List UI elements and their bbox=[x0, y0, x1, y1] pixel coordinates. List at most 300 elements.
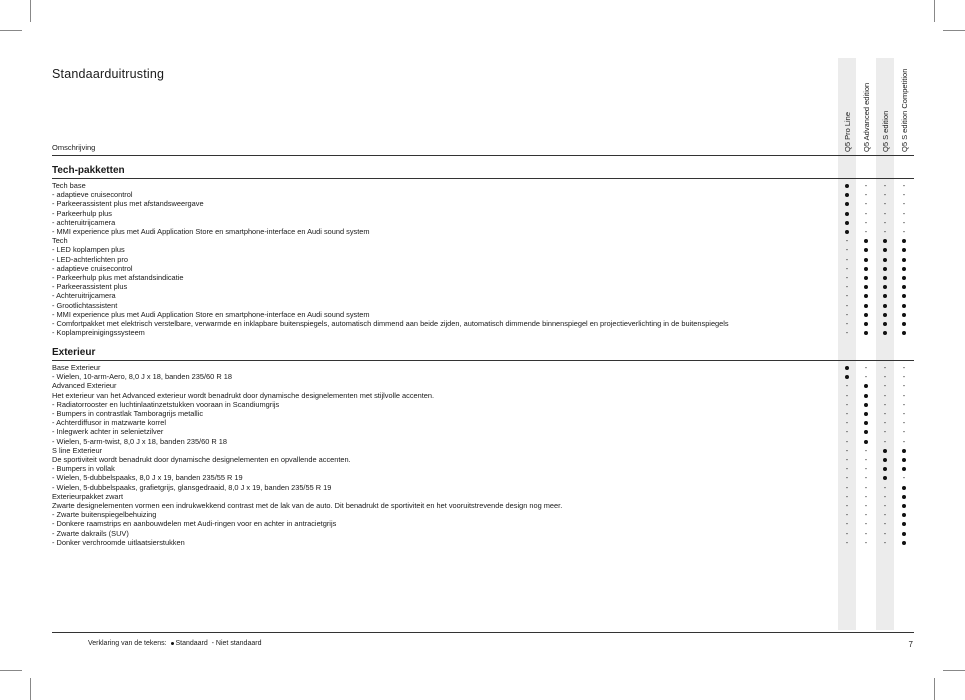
bullet-icon bbox=[864, 440, 868, 444]
row-label: Base Exterieur bbox=[52, 363, 101, 372]
page-number: 7 bbox=[908, 640, 913, 649]
standard-dot-icon bbox=[895, 538, 913, 547]
bullet-icon bbox=[902, 467, 906, 471]
bullet-icon bbox=[883, 458, 887, 462]
not-standard-mark: - bbox=[883, 372, 887, 382]
row-label: - Bumpers in contrastlak Tamboragrijs metallic bbox=[52, 409, 204, 418]
standard-dot-icon bbox=[857, 391, 875, 400]
not-standard-mark: - bbox=[902, 473, 906, 483]
not-standard-mark: - bbox=[883, 427, 887, 437]
standard-dot-icon bbox=[895, 236, 913, 245]
table-row bbox=[52, 273, 914, 282]
standard-dot-icon bbox=[857, 236, 875, 245]
bullet-icon bbox=[864, 313, 868, 317]
not-standard-mark: - bbox=[883, 491, 887, 501]
not-standard-mark: - bbox=[883, 181, 887, 190]
not-standard-mark: - bbox=[845, 300, 849, 310]
standard-dot-icon bbox=[876, 282, 894, 291]
standard-dot-icon bbox=[857, 273, 875, 282]
standard-dot-icon bbox=[895, 529, 913, 538]
standard-dot-icon bbox=[895, 310, 913, 319]
not-standard-mark: - bbox=[845, 291, 849, 301]
table-row bbox=[52, 255, 914, 264]
not-standard-mark: - bbox=[864, 455, 868, 464]
not-standard-mark: - bbox=[864, 510, 868, 520]
table-row bbox=[52, 538, 914, 547]
bullet-icon bbox=[845, 375, 849, 379]
not-standard-mark: - bbox=[864, 181, 868, 190]
standard-dot-icon bbox=[895, 519, 913, 528]
not-standard-mark: - bbox=[883, 217, 887, 227]
bullet-icon bbox=[883, 258, 887, 262]
not-standard-mark: - bbox=[864, 528, 868, 538]
table-row bbox=[52, 319, 914, 328]
bullet-icon bbox=[902, 258, 906, 262]
row-label: - MMI experience plus met Audi Application Store en smartphone-interface en Audi sound system bbox=[52, 227, 370, 236]
not-standard-mark: - bbox=[902, 409, 906, 418]
standard-dot-icon bbox=[895, 464, 913, 473]
crop-mark bbox=[934, 678, 935, 700]
standard-dot-icon bbox=[838, 199, 856, 208]
bullet-icon bbox=[902, 239, 906, 243]
standard-dot-icon bbox=[876, 301, 894, 310]
bullet-icon bbox=[902, 532, 906, 536]
bullet-icon bbox=[883, 313, 887, 317]
bullet-icon bbox=[883, 285, 887, 289]
crop-mark bbox=[934, 0, 935, 22]
standard-dot-icon bbox=[895, 291, 913, 300]
standard-dot-icon bbox=[876, 236, 894, 245]
standard-dot-icon bbox=[857, 328, 875, 337]
legend bbox=[88, 640, 261, 647]
row-label: - achteruitrijcamera bbox=[52, 217, 116, 227]
not-standard-mark: - bbox=[864, 227, 868, 236]
not-standard-mark: - bbox=[902, 208, 906, 218]
not-standard-mark: - bbox=[845, 273, 849, 282]
section-title: Tech-pakketten bbox=[52, 165, 125, 176]
not-standard-mark: - bbox=[845, 263, 849, 273]
row-label: - Wielen, 10-arm-Aero, 8,0 J x 18, banden 235/60 R 18 bbox=[52, 372, 232, 382]
bullet-icon bbox=[883, 322, 887, 326]
not-standard-mark: - bbox=[883, 390, 887, 400]
standard-dot-icon bbox=[895, 501, 913, 510]
not-standard-mark: - bbox=[883, 418, 887, 428]
not-standard-mark: - bbox=[883, 528, 887, 538]
not-standard-mark: - bbox=[845, 399, 849, 409]
table-row bbox=[52, 409, 914, 418]
standard-dot-icon bbox=[895, 455, 913, 464]
standard-dot-icon bbox=[876, 245, 894, 254]
not-standard-mark: - bbox=[902, 227, 906, 236]
column-header-s-edition-competition: Q5 S edition Competition bbox=[900, 68, 909, 152]
not-standard-mark: - bbox=[845, 418, 849, 428]
not-standard-mark: - bbox=[864, 217, 868, 227]
bullet-icon bbox=[902, 276, 906, 280]
standard-dot-icon bbox=[895, 492, 913, 501]
standard-dot-icon bbox=[876, 473, 894, 482]
table-row bbox=[52, 427, 914, 436]
standard-dot-icon bbox=[876, 264, 894, 273]
standard-dot-icon bbox=[857, 282, 875, 291]
not-standard-mark: - bbox=[883, 399, 887, 409]
crop-mark bbox=[0, 30, 22, 31]
table-row bbox=[52, 418, 914, 427]
not-standard-mark: - bbox=[845, 381, 849, 391]
section-title: Exterieur bbox=[52, 347, 96, 358]
legend-not-standard: - Niet standaard bbox=[211, 640, 262, 647]
standard-dot-icon bbox=[895, 264, 913, 273]
table-row bbox=[52, 464, 914, 473]
bullet-icon bbox=[864, 239, 868, 243]
standard-dot-icon bbox=[895, 301, 913, 310]
not-standard-mark: - bbox=[864, 208, 868, 218]
bullet-icon bbox=[845, 230, 849, 234]
row-label: - Parkeerhulp plus met afstandsindicatie bbox=[52, 273, 184, 282]
not-standard-mark: - bbox=[845, 464, 849, 474]
bullet-icon bbox=[883, 294, 887, 298]
bullet-icon bbox=[864, 394, 868, 398]
table-row bbox=[52, 245, 914, 254]
standard-dot-icon bbox=[876, 455, 894, 464]
row-label: - LED koplampen plus bbox=[52, 245, 125, 255]
not-standard-mark: - bbox=[845, 282, 849, 292]
table-row bbox=[52, 328, 914, 337]
not-standard-mark: - bbox=[883, 227, 887, 236]
row-label: - Zwarte buitenspiegelbehuizing bbox=[52, 510, 157, 520]
not-standard-mark: - bbox=[845, 482, 849, 492]
standard-dot-icon bbox=[895, 255, 913, 264]
table-row bbox=[52, 291, 914, 300]
bullet-icon bbox=[864, 421, 868, 425]
not-standard-mark: - bbox=[902, 190, 906, 200]
bullet-icon bbox=[845, 212, 849, 216]
table-row bbox=[52, 510, 914, 519]
row-label: - Radiatorrooster en luchtinlaatinzetstukken vooraan in Scandiumgrijs bbox=[52, 399, 280, 409]
table-row bbox=[52, 227, 914, 236]
bullet-icon bbox=[902, 522, 906, 526]
not-standard-mark: - bbox=[902, 181, 906, 190]
standard-dot-icon bbox=[895, 446, 913, 455]
standard-dot-icon bbox=[838, 181, 856, 190]
not-standard-mark: - bbox=[845, 390, 849, 400]
row-label: - Donker verchroomde uitlaatsierstukken bbox=[52, 537, 185, 547]
crop-mark bbox=[30, 0, 31, 22]
bullet-icon bbox=[883, 267, 887, 271]
bullet-icon bbox=[902, 267, 906, 271]
standard-dot-icon bbox=[857, 255, 875, 264]
row-label: - Donkere raamstrips en aanbouwdelen met Audi-ringen voor en achter in antracietgrijs bbox=[52, 519, 337, 529]
not-standard-mark: - bbox=[864, 519, 868, 529]
bullet-icon bbox=[902, 248, 906, 252]
not-standard-mark: - bbox=[883, 482, 887, 492]
table-row bbox=[52, 381, 914, 390]
bullet-icon bbox=[902, 294, 906, 298]
row-label: - adaptieve cruisecontrol bbox=[52, 263, 133, 273]
row-label: - Achterdiffusor in matzwarte korrel bbox=[52, 418, 167, 428]
bullet-icon bbox=[864, 412, 868, 416]
not-standard-mark: - bbox=[845, 319, 849, 328]
bullet-icon bbox=[902, 458, 906, 462]
bullet-icon bbox=[864, 430, 868, 434]
standard-dot-icon bbox=[857, 310, 875, 319]
standard-dot-icon bbox=[876, 255, 894, 264]
standard-dot-icon bbox=[857, 264, 875, 273]
not-standard-mark: - bbox=[883, 381, 887, 391]
standard-dot-icon bbox=[895, 483, 913, 492]
standard-dot-icon bbox=[876, 291, 894, 300]
not-standard-mark: - bbox=[902, 399, 906, 409]
row-label: - Wielen, 5-dubbelspaaks, grafietgrijs, glansgedraaid, 8,0 J x 19, banden 235/55 R 19 bbox=[52, 482, 332, 492]
not-standard-mark: - bbox=[902, 436, 906, 446]
table-row bbox=[52, 199, 914, 208]
bullet-icon bbox=[864, 276, 868, 280]
standard-dot-icon bbox=[857, 418, 875, 427]
standard-dot-icon bbox=[876, 328, 894, 337]
page-title: Standaarduitrusting bbox=[52, 67, 165, 81]
bullet-icon bbox=[902, 541, 906, 545]
standard-dot-icon bbox=[895, 282, 913, 291]
table-row bbox=[52, 264, 914, 273]
not-standard-mark: - bbox=[864, 372, 868, 382]
column-header-s-edition: Q5 S edition bbox=[881, 110, 890, 152]
bullet-icon bbox=[902, 313, 906, 317]
not-standard-mark: - bbox=[902, 363, 906, 372]
table-row bbox=[52, 455, 914, 464]
bullet-icon bbox=[864, 294, 868, 298]
bullet-icon bbox=[883, 331, 887, 335]
row-label: - MMI experience plus met Audi Application Store en smartphone-interface en Audi sound system bbox=[52, 309, 370, 319]
standard-dot-icon bbox=[857, 291, 875, 300]
standard-dot-icon bbox=[857, 427, 875, 436]
standard-dot-icon bbox=[876, 319, 894, 328]
standard-dot-icon bbox=[895, 510, 913, 519]
table-row bbox=[52, 301, 914, 310]
row-label: - Parkeerhulp plus bbox=[52, 208, 112, 218]
table-row bbox=[52, 483, 914, 492]
row-label: Advanced Exterieur bbox=[52, 381, 117, 391]
standard-dot-icon bbox=[838, 209, 856, 218]
section-rule bbox=[52, 360, 914, 361]
standard-dot-icon bbox=[895, 273, 913, 282]
bullet-icon bbox=[864, 331, 868, 335]
not-standard-mark: - bbox=[845, 455, 849, 464]
row-label: - Zwarte dakrails (SUV) bbox=[52, 528, 129, 538]
bullet-icon bbox=[883, 467, 887, 471]
bullet-icon bbox=[883, 239, 887, 243]
not-standard-mark: - bbox=[845, 510, 849, 520]
standard-dot-icon bbox=[895, 245, 913, 254]
bullet-icon bbox=[883, 276, 887, 280]
bullet-icon bbox=[845, 193, 849, 197]
bullet-icon bbox=[864, 304, 868, 308]
standard-dot-icon bbox=[876, 310, 894, 319]
not-standard-mark: - bbox=[883, 363, 887, 372]
not-standard-mark: - bbox=[845, 491, 849, 501]
not-standard-mark: - bbox=[845, 254, 849, 264]
not-standard-mark: - bbox=[902, 372, 906, 382]
not-standard-mark: - bbox=[902, 418, 906, 428]
bullet-icon bbox=[864, 258, 868, 262]
bullet-icon bbox=[902, 486, 906, 490]
table-row bbox=[52, 501, 914, 510]
crop-mark bbox=[943, 30, 965, 31]
not-standard-mark: - bbox=[845, 236, 849, 246]
table-row bbox=[52, 372, 914, 381]
standard-dot-icon bbox=[838, 227, 856, 236]
column-header-advanced-edition: Q5 Advanced edition bbox=[862, 82, 871, 152]
table-row bbox=[52, 446, 914, 455]
bullet-icon bbox=[864, 403, 868, 407]
row-label: - LED-achterlichten pro bbox=[52, 254, 128, 264]
not-standard-mark: - bbox=[883, 519, 887, 529]
header-rule bbox=[52, 155, 914, 156]
crop-mark bbox=[30, 678, 31, 700]
not-standard-mark: - bbox=[864, 464, 868, 474]
row-label: - Wielen, 5-dubbelspaaks, 8,0 J x 19, banden 235/55 R 19 bbox=[52, 473, 243, 483]
not-standard-mark: - bbox=[864, 190, 868, 200]
table-row bbox=[52, 492, 914, 501]
description-header: Omschrijving bbox=[52, 143, 96, 152]
standard-dot-icon bbox=[838, 218, 856, 227]
bullet-icon bbox=[845, 221, 849, 225]
bullet-icon bbox=[902, 449, 906, 453]
row-label: - adaptieve cruisecontrol bbox=[52, 190, 133, 200]
not-standard-mark: - bbox=[845, 328, 849, 338]
not-standard-mark: - bbox=[902, 381, 906, 391]
row-label: - Comfortpakket met elektrisch verstelbare, verwarmde en inklapbare buitenspiegels, automatisch dimmend aan beide zijden, automatisch dimmende binnenspiegel en projectieverlichting in de buitenspiegels bbox=[52, 319, 729, 328]
row-label: Zwarte designelementen vormen een indrukwekkend contrast met de lak van de auto. Dit benadrukt de sportiviteit en het vooruitstrevende design nog meer. bbox=[52, 501, 563, 510]
not-standard-mark: - bbox=[883, 199, 887, 209]
not-standard-mark: - bbox=[864, 199, 868, 209]
standard-dot-icon bbox=[171, 642, 174, 645]
not-standard-mark: - bbox=[845, 473, 849, 483]
bullet-icon bbox=[883, 248, 887, 252]
bullet-icon bbox=[902, 322, 906, 326]
row-label: - Bumpers in vollak bbox=[52, 464, 115, 474]
row-label: - Koplampreinigingssysteem bbox=[52, 328, 145, 338]
row-label: - Achteruitrijcamera bbox=[52, 291, 116, 301]
not-standard-mark: - bbox=[864, 473, 868, 483]
bullet-icon bbox=[864, 267, 868, 271]
not-standard-mark: - bbox=[845, 309, 849, 319]
standard-dot-icon bbox=[838, 372, 856, 381]
bullet-icon bbox=[883, 304, 887, 308]
bullet-icon bbox=[883, 449, 887, 453]
not-standard-mark: - bbox=[883, 409, 887, 418]
bullet-icon bbox=[902, 304, 906, 308]
table-row bbox=[52, 282, 914, 291]
table-row bbox=[52, 181, 914, 190]
standard-dot-icon bbox=[857, 319, 875, 328]
not-standard-mark: - bbox=[883, 510, 887, 520]
standard-dot-icon bbox=[857, 437, 875, 446]
crop-mark bbox=[943, 670, 965, 671]
not-standard-mark: - bbox=[864, 501, 868, 510]
not-standard-mark: - bbox=[864, 537, 868, 547]
table-row bbox=[52, 529, 914, 538]
not-standard-mark: - bbox=[845, 427, 849, 437]
footer-rule bbox=[52, 632, 914, 633]
row-label: Tech bbox=[52, 236, 68, 246]
table-row bbox=[52, 218, 914, 227]
not-standard-mark: - bbox=[902, 390, 906, 400]
standard-dot-icon bbox=[895, 328, 913, 337]
bullet-icon bbox=[864, 248, 868, 252]
table-row bbox=[52, 519, 914, 528]
not-standard-mark: - bbox=[845, 245, 849, 255]
not-standard-mark: - bbox=[902, 427, 906, 437]
standard-dot-icon bbox=[857, 301, 875, 310]
legend-prefix: Verklaring van de tekens: bbox=[88, 640, 167, 647]
not-standard-mark: - bbox=[883, 208, 887, 218]
not-standard-mark: - bbox=[902, 217, 906, 227]
not-standard-mark: - bbox=[864, 482, 868, 492]
table-row bbox=[52, 310, 914, 319]
bullet-icon bbox=[883, 476, 887, 480]
row-label: De sportiviteit wordt benadrukt door dynamische designelementen en opvallende accenten. bbox=[52, 455, 351, 464]
not-standard-mark: - bbox=[883, 501, 887, 510]
not-standard-mark: - bbox=[883, 190, 887, 200]
not-standard-mark: - bbox=[845, 436, 849, 446]
not-standard-mark: - bbox=[864, 445, 868, 455]
row-label: S line Exterieur bbox=[52, 445, 103, 455]
bullet-icon bbox=[864, 322, 868, 326]
bullet-icon bbox=[845, 184, 849, 188]
not-standard-mark: - bbox=[883, 537, 887, 547]
standard-dot-icon bbox=[857, 400, 875, 409]
not-standard-mark: - bbox=[902, 199, 906, 209]
not-standard-mark: - bbox=[845, 409, 849, 418]
standard-dot-icon bbox=[876, 464, 894, 473]
not-standard-mark: - bbox=[864, 491, 868, 501]
not-standard-mark: - bbox=[845, 445, 849, 455]
row-label: - Wielen, 5-arm-twist, 8,0 J x 18, banden 235/60 R 18 bbox=[52, 436, 227, 446]
not-standard-mark: - bbox=[845, 519, 849, 529]
not-standard-mark: - bbox=[883, 436, 887, 446]
crop-mark bbox=[0, 670, 22, 671]
row-label: - Parkeerassistent plus bbox=[52, 282, 128, 292]
table-row bbox=[52, 190, 914, 199]
standard-dot-icon bbox=[876, 446, 894, 455]
bullet-icon bbox=[845, 366, 849, 370]
bullet-icon bbox=[902, 513, 906, 517]
not-standard-mark: - bbox=[845, 501, 849, 510]
table-row bbox=[52, 473, 914, 482]
standard-dot-icon bbox=[857, 245, 875, 254]
standard-dot-icon bbox=[876, 273, 894, 282]
row-label: - Inlegwerk achter in selenietzilver bbox=[52, 427, 164, 437]
bullet-icon bbox=[902, 331, 906, 335]
not-standard-mark: - bbox=[845, 537, 849, 547]
standard-dot-icon bbox=[857, 409, 875, 418]
bullet-icon bbox=[902, 504, 906, 508]
bullet-icon bbox=[902, 495, 906, 499]
row-label: - Parkeerassistent plus met afstandsweergave bbox=[52, 199, 204, 209]
table-row bbox=[52, 363, 914, 372]
section-rule bbox=[52, 178, 914, 179]
table-row bbox=[52, 437, 914, 446]
table-row bbox=[52, 400, 914, 409]
bullet-icon bbox=[864, 384, 868, 388]
row-label: Het exterieur van het Advanced exterieur wordt benadrukt door dynamische designelementen met stijlvolle accenten. bbox=[52, 390, 435, 400]
legend-standard: Standaard bbox=[175, 640, 208, 647]
not-standard-mark: - bbox=[864, 363, 868, 372]
table-row bbox=[52, 391, 914, 400]
table-row bbox=[52, 236, 914, 245]
row-label: Exterieurpakket zwart bbox=[52, 491, 124, 501]
row-label: - Grootlichtassistent bbox=[52, 300, 118, 310]
standard-dot-icon bbox=[838, 190, 856, 199]
